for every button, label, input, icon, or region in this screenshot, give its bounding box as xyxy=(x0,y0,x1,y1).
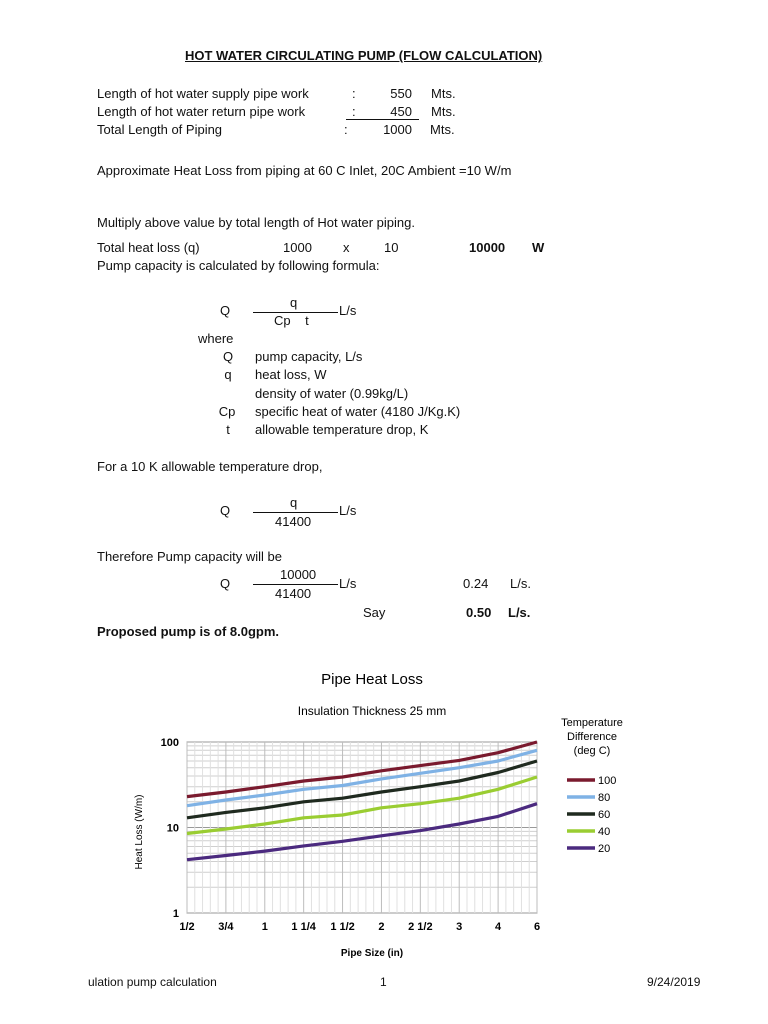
where-label: where xyxy=(198,331,234,346)
def-desc-temp-drop: allowable temperature drop, K xyxy=(255,422,429,437)
chart-xlabel: Pipe Size (in) xyxy=(340,948,404,959)
y-tick-label: 100 xyxy=(160,737,179,749)
def-desc-specific-heat: specific heat of water (4180 J/Kg.K) xyxy=(255,404,461,419)
def-symbol-cp: Cp xyxy=(218,404,236,419)
chart-legend xyxy=(561,717,623,855)
total-length-unit: Mts. xyxy=(430,122,455,137)
formula-result-fraction-line xyxy=(253,584,338,585)
formula-specific-unit: L/s xyxy=(339,503,357,518)
formula-specific-lhs: Q xyxy=(220,503,231,518)
x-tick-label: 2 1/2 xyxy=(408,921,433,933)
def-desc-pump-capacity: pump capacity, L/s xyxy=(255,349,363,364)
chart-subtitle: Insulation Thickness 25 mm xyxy=(297,704,447,718)
heat-loss-note: Approximate Heat Loss from piping at 60 C Inlet, 20C Ambient =10 W/m xyxy=(97,163,512,178)
x-tick-label: 1 xyxy=(261,921,268,933)
total-heat-length: 1000 xyxy=(283,240,312,255)
formula-specific-numerator: q xyxy=(290,495,298,510)
total-length-label: Total Length of Piping xyxy=(97,122,223,137)
total-length-value: 1000 xyxy=(383,122,412,137)
total-heat-label: Total heat loss (q) xyxy=(97,240,200,255)
say-value: 0.50 xyxy=(466,605,492,620)
x-tick-label: 3 xyxy=(456,921,463,933)
drop-note: For a 10 K allowable temperature drop, xyxy=(97,459,323,474)
legend-label-20: 20 xyxy=(598,843,611,855)
formula-result-unit: L/s xyxy=(339,576,357,591)
footer-filename: ulation pump calculation xyxy=(88,975,217,989)
def-symbol-q-cap: Q xyxy=(222,349,234,364)
chart-ylabel: Heat Loss (W/m) xyxy=(134,794,145,870)
x-tick-label: 1 1/2 xyxy=(330,921,355,933)
say-unit: L/s. xyxy=(508,605,531,620)
formula-general-denominator: Cp t xyxy=(274,313,309,328)
page-title: HOT WATER CIRCULATING PUMP (FLOW CALCULATION) xyxy=(185,48,543,63)
x-tick-label: 1/2 xyxy=(179,921,195,933)
say-label: Say xyxy=(363,605,386,620)
chart-title: Pipe Heat Loss xyxy=(321,671,423,688)
legend-title-line: (deg C) xyxy=(573,745,611,757)
x-tick-label: 2 xyxy=(378,921,385,933)
total-heat-unit: W xyxy=(532,240,545,255)
x-tick-label: 6 xyxy=(533,921,541,933)
total-heat-rate: 10 xyxy=(384,240,399,255)
formula-general-numerator: q xyxy=(290,295,298,310)
footer-date: 9/24/2019 xyxy=(647,975,701,989)
total-heat-result: 10000 xyxy=(469,240,506,255)
legend-title-line: Difference xyxy=(567,731,617,743)
y-tick-label: 10 xyxy=(166,822,179,835)
formula-note: Pump capacity is calculated by following formula: xyxy=(97,258,380,273)
total-length-sep: : xyxy=(344,122,348,137)
formula-result-value: 0.24 xyxy=(463,576,489,591)
formula-result-denominator: 41400 xyxy=(275,586,312,601)
supply-length-label: Length of hot water supply pipe work xyxy=(97,86,309,101)
supply-length-sep: : xyxy=(352,86,356,101)
formula-specific-denominator: 41400 xyxy=(275,514,312,529)
supply-length-value: 550 xyxy=(390,86,412,101)
formula-result-lhs: Q xyxy=(220,576,231,591)
legend-label-100: 100 xyxy=(598,775,617,787)
return-length-unit: Mts. xyxy=(431,104,456,119)
return-length-sep: : xyxy=(352,104,356,119)
total-heat-operator: x xyxy=(343,240,350,255)
supply-length-unit: Mts. xyxy=(431,86,456,101)
x-tick-label: 4 xyxy=(495,921,502,933)
legend-label-40: 40 xyxy=(598,826,611,838)
x-tick-label: 3/4 xyxy=(218,921,234,933)
legend-label-80: 80 xyxy=(598,792,611,804)
footer-page-number: 1 xyxy=(380,975,387,989)
y-tick-label: 1 xyxy=(172,908,179,920)
formula-result-numerator: 10000 xyxy=(280,567,317,582)
return-length-value: 450 xyxy=(346,104,419,120)
def-desc-heat-loss: heat loss, W xyxy=(255,367,327,382)
proposed-pump: Proposed pump is of 8.0gpm. xyxy=(97,624,280,639)
def-desc-density: density of water (0.99kg/L) xyxy=(255,386,409,401)
formula-result-value-unit: L/s. xyxy=(510,576,531,591)
x-tick-label: 1 1/4 xyxy=(291,921,316,933)
therefore-note: Therefore Pump capacity will be xyxy=(97,549,282,564)
legend-title-line: Temperature xyxy=(561,717,623,729)
return-length-label: Length of hot water return pipe work xyxy=(97,104,306,119)
formula-general-lhs: Q xyxy=(220,303,231,318)
def-symbol-t: t xyxy=(226,422,230,437)
multiply-note: Multiply above value by total length of Hot water piping. xyxy=(97,215,415,230)
pipe-heat-loss-chart xyxy=(120,660,640,965)
formula-general-unit: L/s xyxy=(339,303,357,318)
legend-label-60: 60 xyxy=(598,809,611,821)
formula-specific-fraction-line xyxy=(253,512,338,513)
def-symbol-q: q xyxy=(224,367,232,382)
